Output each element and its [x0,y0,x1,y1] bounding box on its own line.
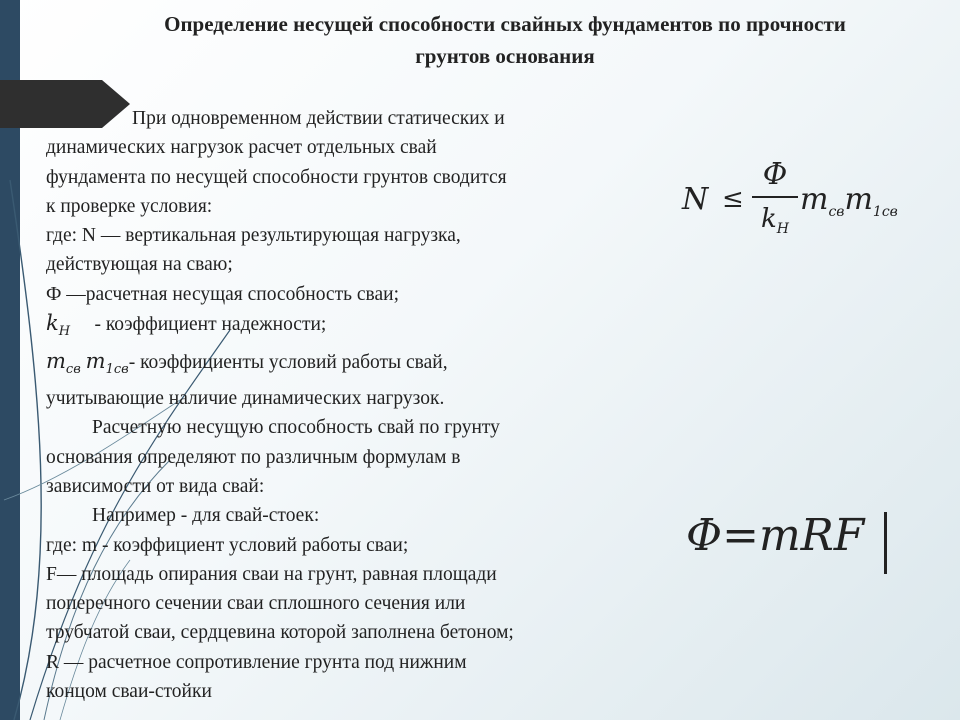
formula-1-coefficients: $m_{св}m_{1св}$ [800,182,898,220]
paragraph-2-line-1: Расчетную несущую способность свай по грунту [92,417,500,439]
text-cursor-bar [884,512,887,574]
formula-1-numerator: Φ [762,157,788,192]
definition-R-line-2: концом сваи-стойки [46,681,212,703]
slide-title [60,8,950,72]
formula-1-lhs: N [682,182,709,217]
definition-N-cont: действующая на сваю; [46,254,233,276]
title-line-2: грунтов основания [415,44,595,68]
m-definition-text: - коэффициенты условий работы свай, [128,351,448,373]
paragraph-1-line-4: к проверке условия: [46,195,213,217]
definition-R-line-1: R — расчетное сопротивление грунта под нижним [46,651,467,673]
m1cv-symbol: $m_{1св}$ [85,348,129,377]
paragraph-2-line-3: зависимости от вида свай: [46,475,265,497]
definition-kn [46,309,646,346]
paragraph-3-line-1: Например - для свай-стоек: [92,505,320,527]
definition-N: где: N — вертикальная результирующая нагрузка, [46,225,461,247]
mcv-symbol: $m_{св}$ [46,348,81,377]
definition-F-line-2: поперечного сечении сваи сплошного сечения или [46,593,466,615]
definition-m-cont: учитывающие наличие динамических нагрузок. [46,388,445,410]
definition-m-coef: где: m - коэффициент условий работы сваи; [46,534,409,556]
definition-F-line-3: трубчатой сваи, сердцевина которой заполнена бетоном; [46,622,514,644]
body-text [46,104,646,706]
paragraph-1-line-3: фундамента по несущей способности грунтов сводится [46,166,507,188]
definition-m [46,347,646,384]
formula-1-fraction [752,156,798,248]
paragraph-2-line-2: основания определяют по различным формулам в [46,446,461,468]
formula-1-denominator: $k_Н$ [761,204,789,238]
end-bearing-pile-formula: Φ=mRF [686,510,865,561]
kn-symbol: $k_Н$ [46,311,71,340]
kn-definition-text: - коэффициент надежности; [94,314,327,336]
paragraph-1-line-2: динамических нагрузок расчет отдельных свай [46,137,437,159]
formula-1-relation: ≤ [722,184,744,214]
title-line-1: Определение несущей способности свайных фундаментов по прочности [164,12,846,36]
definition-F-line-1: F— площадь опирания сваи на грунт, равная площади [46,563,497,585]
paragraph-1-line-1: При одновременном действии статических и [132,108,505,129]
formula-1-fraction-bar [752,196,798,198]
definition-phi: Ф —расчетная несущая способность сваи; [46,283,399,305]
